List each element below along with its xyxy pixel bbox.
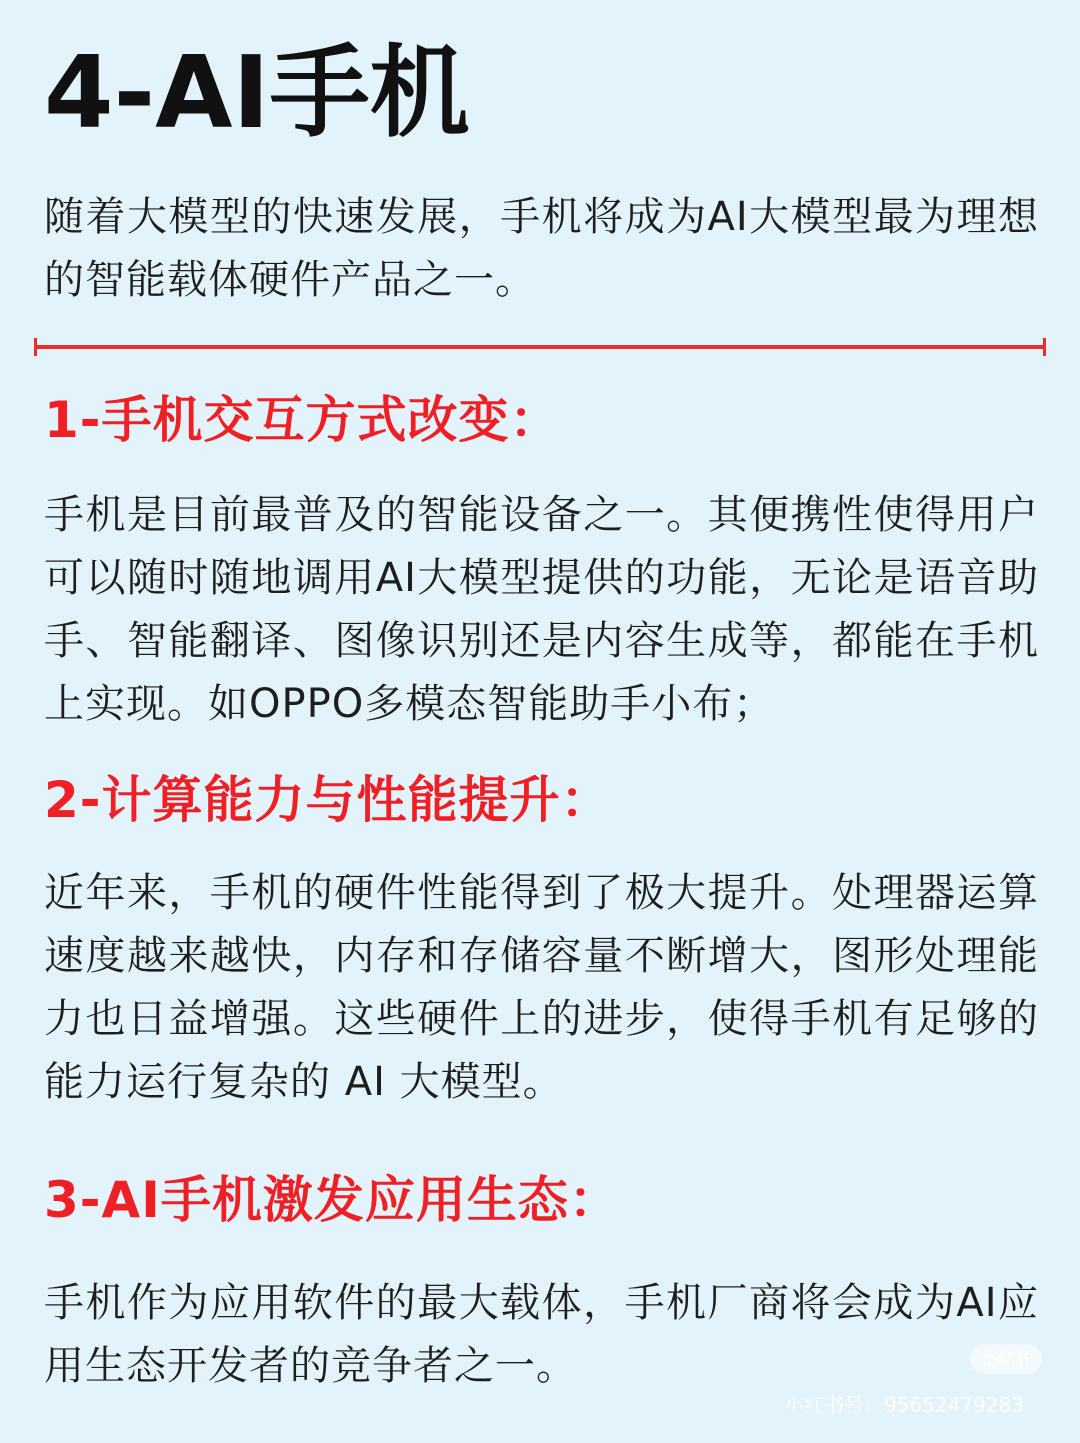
section-1-body: 手机是目前最普及的智能设备之一。其便携性使得用户可以随时随地调用AI大模型提供的功能，无论是语音助手、智能翻译、图像识别还是内容生成等，都能在手机上实现。如OPPO多模态智能助手小布； [44,492,1039,727]
section-1-heading: 1-手机交互方式改变： [44,391,561,449]
divider-right-cap [1043,338,1046,356]
intro-paragraph: 随着大模型的快速发展，手机将成为AI大模型最为理想的智能载体硬件产品之一。 [44,194,1039,303]
section-3-heading: 3-AI手机激发应用生态： [44,1171,620,1229]
section-divider [34,345,1046,349]
divider-left-cap [34,338,37,356]
section-3-body: 手机作为应用软件的最大载体，手机厂商将会成为AI应用生态开发者的竞争者之一。 [44,1280,1039,1389]
section-2-body: 近年来，手机的硬件性能得到了极大提升。处理器运算速度越来越快，内存和存储容量不断增大，图形处理能力也日益增强。这些硬件上的进步，使得手机有足够的能力运行复杂的 AI 大模型。 [44,870,1039,1105]
watermark-id: 小红书号：95652479283 [784,1393,1024,1417]
page-title: 4-AI手机 [44,34,470,151]
section-2-heading: 2-计算能力与性能提升： [44,771,612,829]
watermark-logo: 小红书 [970,1344,1042,1374]
